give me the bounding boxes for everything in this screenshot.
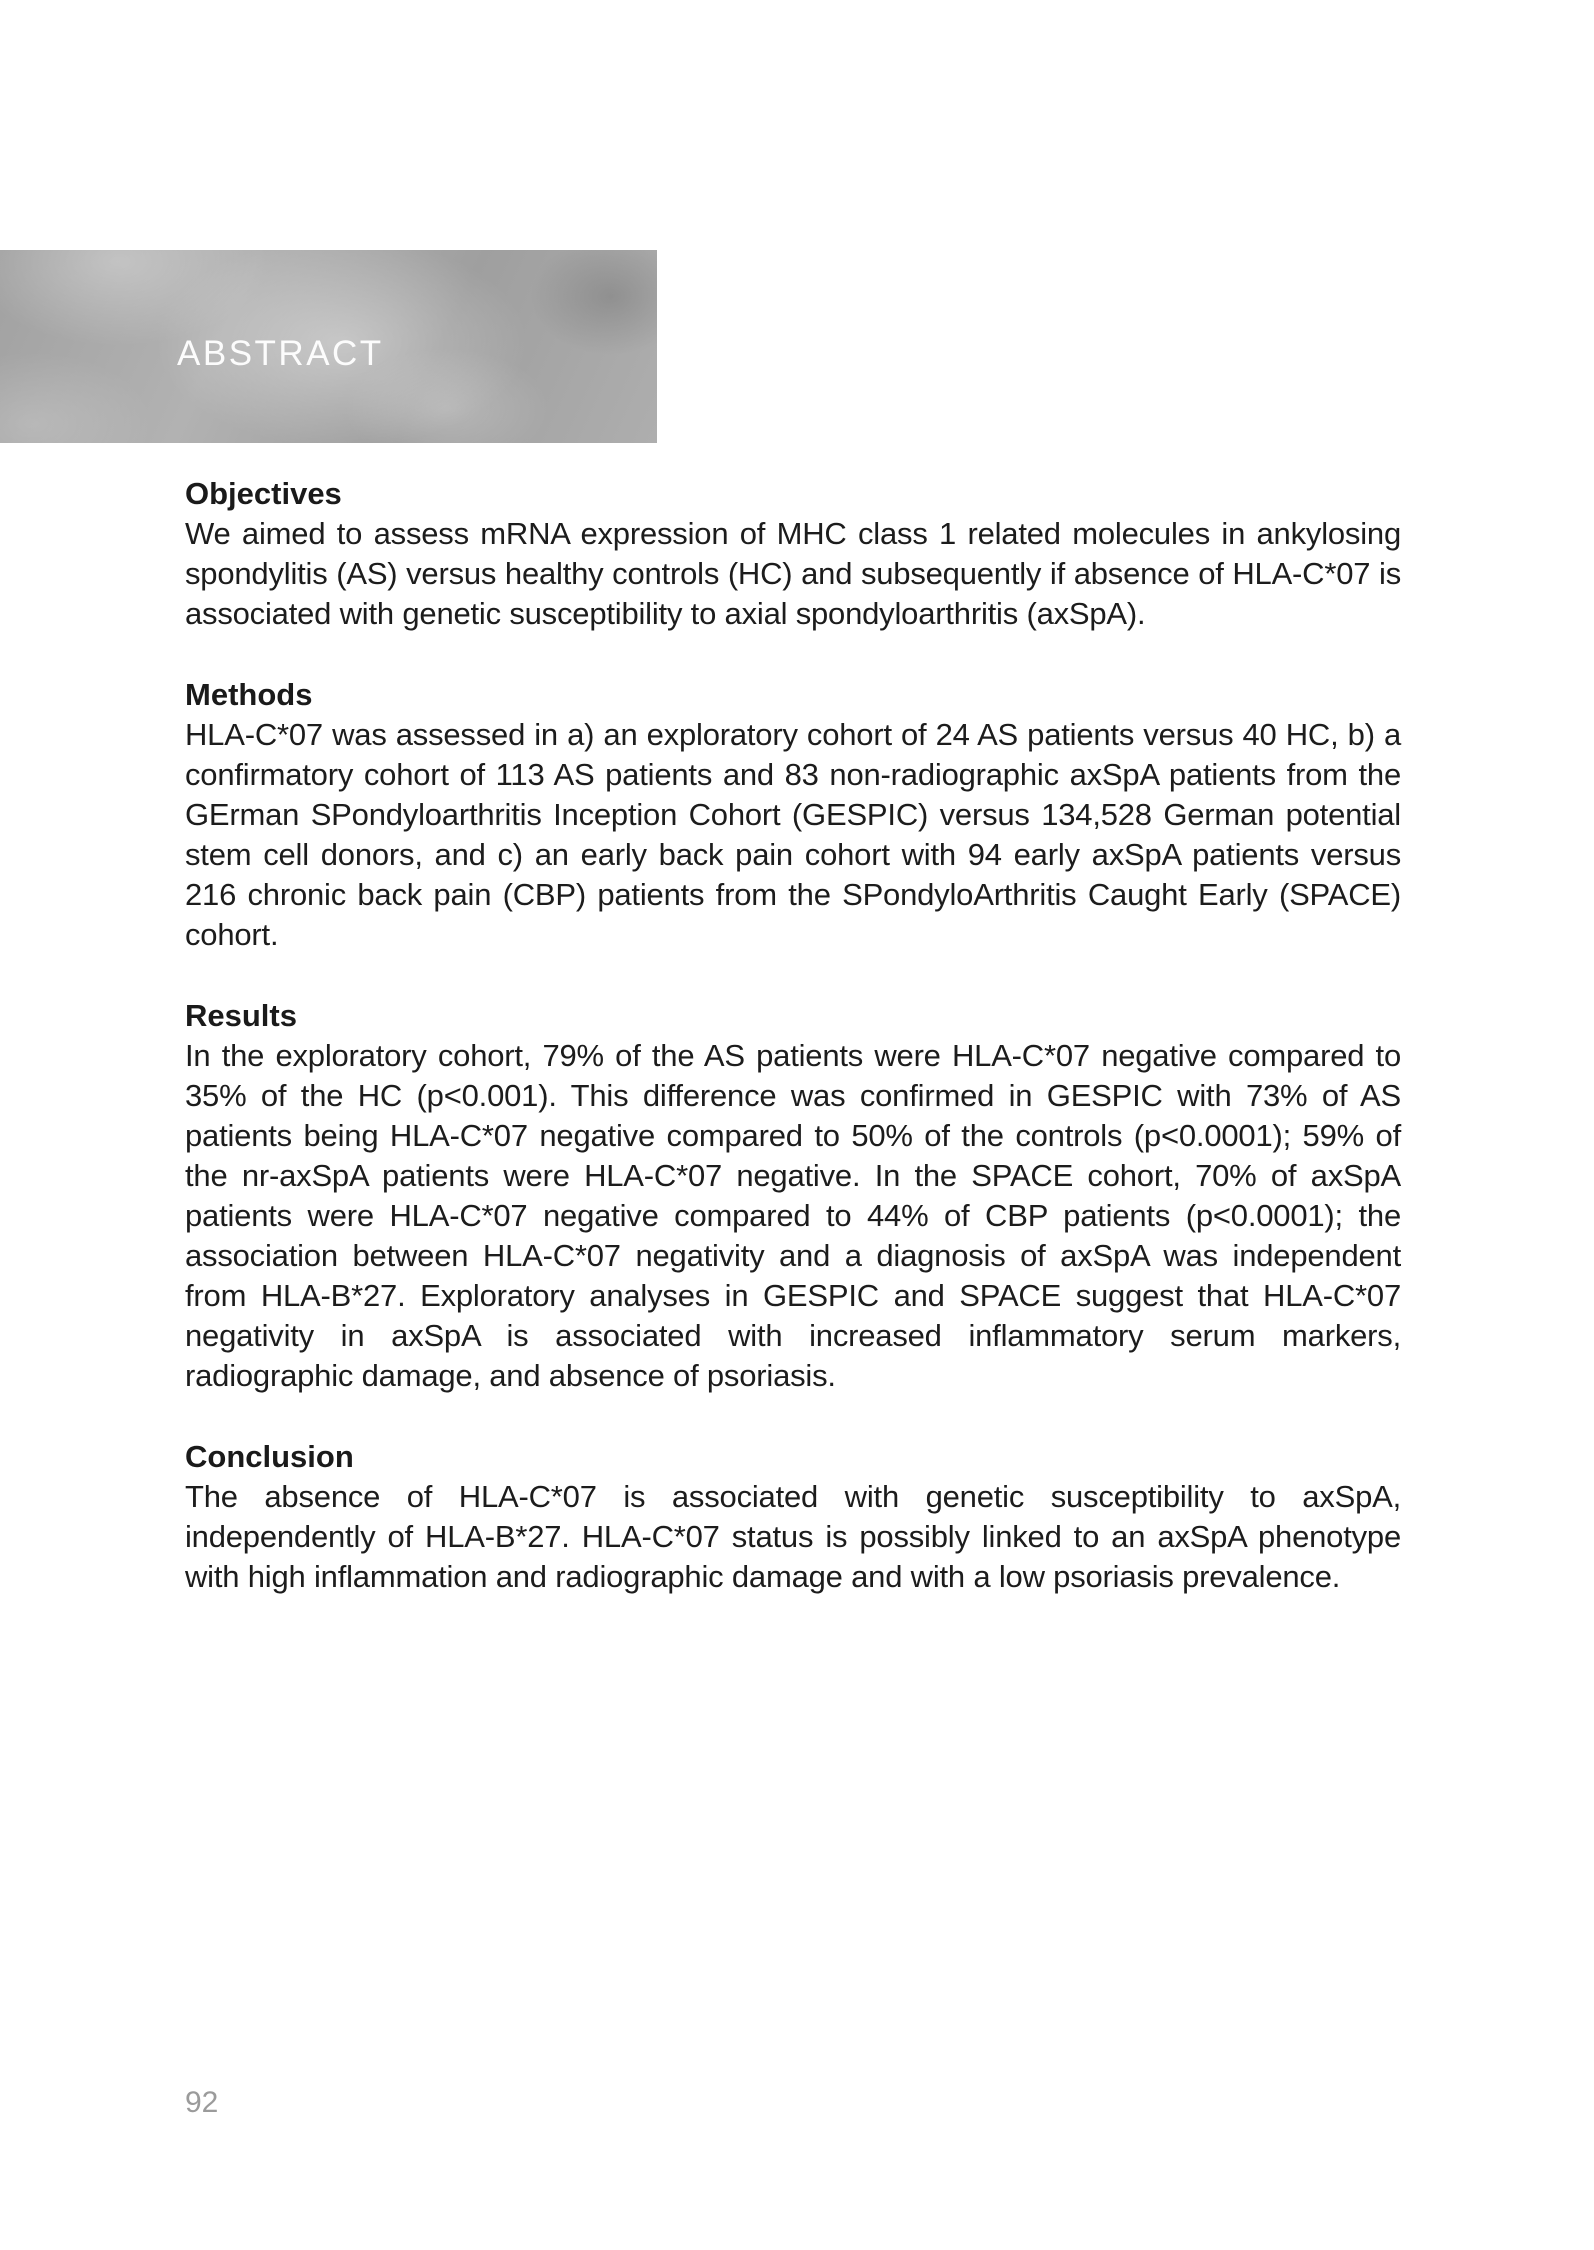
objectives-body: We aimed to assess mRNA expression of MHC class 1 related molecules in ankylosing spondylitis (AS) versus healthy controls (HC) and subsequently if absence of HLA-C*07 is associated with genetic susceptibility to axial spondyloarthritis (axSpA). bbox=[185, 516, 1401, 631]
section-methods bbox=[185, 675, 1401, 955]
objectives-heading: Objectives bbox=[185, 476, 342, 511]
abstract-banner-image bbox=[0, 250, 657, 443]
methods-heading: Methods bbox=[185, 677, 313, 712]
conclusion-heading: Conclusion bbox=[185, 1439, 354, 1474]
results-heading: Results bbox=[185, 998, 297, 1033]
methods-body: HLA-C*07 was assessed in a) an exploratory cohort of 24 AS patients versus 40 HC, b) a confirmatory cohort of 113 AS patients and 83 non-radiographic axSpA patients from the GErman SPondyloarthritis Inception Cohort (GESPIC) versus 134,528 German potential stem cell donors, and c) an early back pain cohort with 94 early axSpA patients versus 216 chronic back pain (CBP) patients from the SPondyloArthritis Caught Early (SPACE) cohort. bbox=[185, 717, 1401, 952]
section-objectives bbox=[185, 474, 1401, 634]
section-results bbox=[185, 996, 1401, 1396]
section-conclusion bbox=[185, 1437, 1401, 1597]
banner-title: ABSTRACT bbox=[177, 334, 384, 373]
results-body: In the exploratory cohort, 79% of the AS patients were HLA-C*07 negative compared to 35% of the HC (p<0.001). This difference was confirmed in GESPIC with 73% of AS patients being HLA-C*07 negative compared to 50% of the controls (p<0.0001); 59% of the nr-axSpA patients were HLA-C*07 negative. In the SPACE cohort, 70% of axSpA patients were HLA-C*07 negative compared to 44% of CBP patients (p<0.0001); the association between HLA-C*07 negativity and a diagnosis of axSpA was independent from HLA-B*27. Exploratory analyses in GESPIC and SPACE suggest that HLA-C*07 negativity in axSpA is associated with increased inflammatory serum markers, radiographic damage, and absence of psoriasis. bbox=[185, 1038, 1401, 1393]
page-number: 92 bbox=[185, 2086, 219, 2119]
abstract-content bbox=[185, 474, 1401, 1597]
conclusion-body: The absence of HLA-C*07 is associated with genetic susceptibility to axSpA, independently of HLA-B*27. HLA-C*07 status is possibly linked to an axSpA phenotype with high inflammation and radiographic damage and with a low psoriasis prevalence. bbox=[185, 1479, 1401, 1594]
